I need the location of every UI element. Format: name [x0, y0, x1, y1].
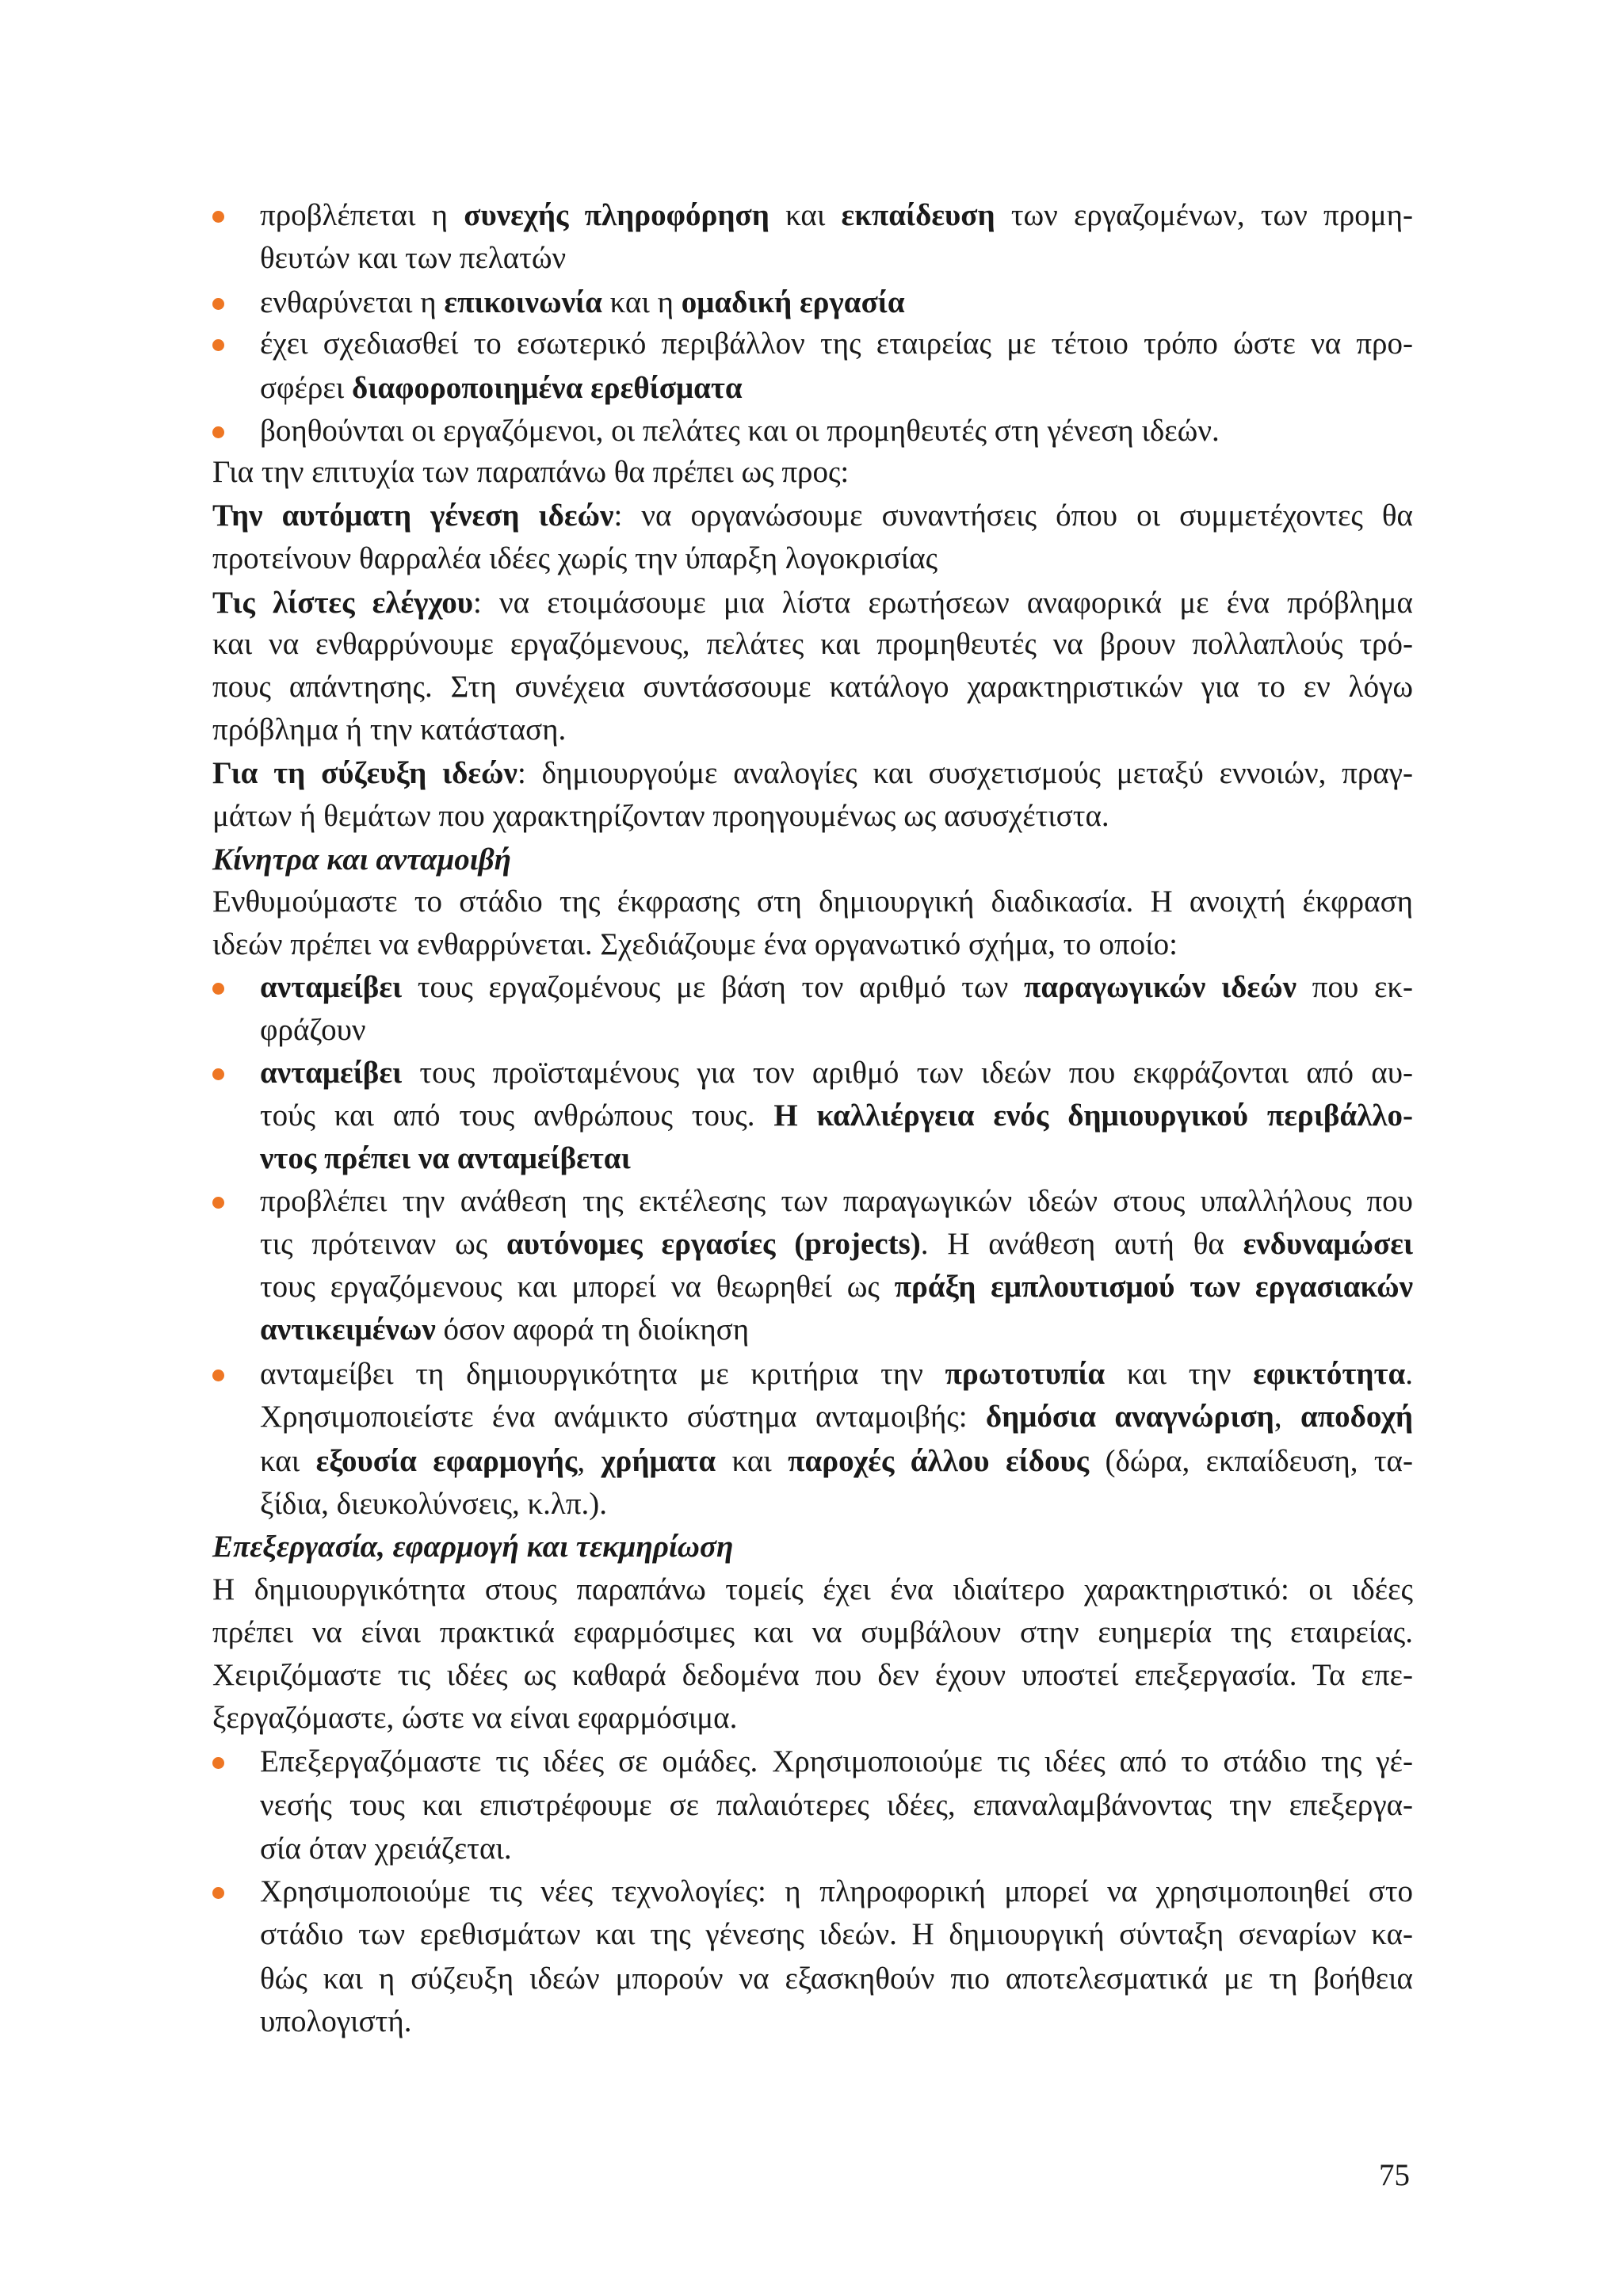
text-line — [260, 1352, 1413, 1396]
text-segment: εφικτότητα — [1253, 1357, 1406, 1391]
text-line — [260, 236, 1413, 281]
text-segment: διαφοροποιημένα ερεθίσματα — [352, 371, 743, 405]
text-segment: Η δημιουργικότητα στους παραπάνω τομείς έχει ένα ιδιαίτερο χαρακτηριστικό: οι ιδέες — [212, 1572, 1413, 1606]
text-segment: ντος πρέπει να ανταμείβεται — [260, 1141, 631, 1175]
text-segment: πρωτοτυπία — [945, 1357, 1106, 1391]
bullet-icon — [212, 1370, 224, 1381]
text-segment: και — [260, 1444, 316, 1478]
text-line — [260, 1265, 1413, 1309]
text-line — [212, 838, 1413, 882]
bullet-icon — [212, 211, 224, 223]
text-segment: ξίδια, διευκολύνσεις, κ.λπ.). — [260, 1487, 608, 1521]
text-line — [212, 708, 1413, 752]
text-line — [212, 450, 1413, 495]
text-line — [212, 1568, 1413, 1612]
text-segment: Για τη σύζευξη ιδεών — [212, 756, 517, 790]
text-segment: ομαδική εργασία — [681, 285, 905, 319]
text-segment: προτείνουν θαρραλέα ιδέες χωρίς την ύπαρξη λογοκρισίας — [212, 541, 938, 575]
text-line — [212, 794, 1413, 839]
text-segment: στάδιο των ερεθισμάτων και της γένεσης ιδεών. Η δημιουργική σύνταξη σεναρίων κα- — [260, 1917, 1413, 1951]
text-segment: Χρησιμοποιείστε ένα ανάμικτο σύστημα ανταμοιβής: — [260, 1400, 986, 1434]
text-line — [260, 1783, 1413, 1828]
text-segment: : να οργανώσουμε συναντήσεις όπου οι συμμετέχοντες θα — [613, 499, 1413, 533]
text-segment: Την αυτόματη γένεση ιδεών — [212, 499, 614, 533]
bullet-icon — [212, 339, 224, 351]
bullet-icon — [212, 1197, 224, 1209]
text-segment: υπολογιστή. — [260, 2004, 412, 2038]
text-line — [212, 1525, 1413, 1569]
text-line — [260, 1395, 1413, 1439]
text-segment: ανταμείβει — [260, 1056, 403, 1090]
text-segment: αυτόνομες εργασίες (projects) — [506, 1227, 921, 1261]
text-segment: , — [577, 1444, 601, 1478]
text-segment: ανταμείβει τη δημιουργικότητα με κριτήρια την — [260, 1357, 945, 1391]
text-segment: Επεξεργασία, εφαρμογή και τεκμηρίωση — [212, 1530, 734, 1564]
text-line — [260, 1912, 1413, 1957]
text-segment: τους εργαζομένους με βάση τον αριθμό των — [402, 970, 1025, 1004]
text-line — [212, 665, 1413, 709]
text-line — [260, 1957, 1413, 2001]
text-segment: : δημιουργούμε αναλογίες και συσχετισμούς μεταξύ εννοιών, πραγ- — [517, 756, 1413, 790]
text-segment: νεσής τους και επιστρέφουμε σε παλαιότερες ιδέες, επαναλαμβάνοντας την επεξεργα- — [260, 1788, 1413, 1822]
text-segment: ξεργαζόμαστε, ώστε να είναι εφαρμόσιμα. — [212, 1701, 738, 1735]
text-line — [260, 965, 1413, 1010]
text-segment: πρέπει να είναι πρακτικά εφαρμόσιμες και να συμβάλουν στην ευημερία της εταιρείας. — [212, 1615, 1413, 1649]
text-segment: θευτών και των πελατών — [260, 241, 567, 275]
text-segment: των εργαζομένων, των προμη- — [995, 198, 1414, 232]
text-segment: και — [716, 1444, 789, 1478]
text-segment: Επεξεργαζόμαστε τις ιδέες σε ομάδες. Χρησιμοποιούμε τις ιδέες από το στάδιο της γέ- — [260, 1744, 1413, 1778]
text-segment: και την — [1105, 1357, 1254, 1391]
text-segment: : να ετοιμάσουμε μια λίστα ερωτήσεων αναφορικά με ένα πρόβλημα — [473, 586, 1413, 620]
text-line — [260, 2000, 1413, 2044]
text-segment: τούς και από τους ανθρώπους τους. — [260, 1098, 774, 1133]
text-segment: φράζουν — [260, 1013, 366, 1047]
text-segment: ιδεών πρέπει να ενθαρρύνεται. Σχεδιάζουμε ένα οργανωτικό σχήμα, το οποίο: — [212, 927, 1178, 961]
text-line — [260, 1179, 1413, 1224]
text-segment: αποδοχή — [1300, 1400, 1413, 1434]
text-segment: ενθαρύνεται η — [260, 285, 445, 319]
text-segment: (δώρα, εκπαίδευση, τα- — [1089, 1444, 1413, 1478]
text-segment: μάτων ή θεμάτων που χαρακτηρίζονταν προηγουμένως ως ασυσχέτιστα. — [212, 799, 1109, 833]
text-segment: βοηθούνται οι εργαζόμενοι, οι πελάτες και οι προμηθευτές στη γένεση ιδεών. — [260, 414, 1220, 448]
text-line — [260, 1439, 1413, 1484]
text-segment: σία όταν χρειάζεται. — [260, 1832, 512, 1866]
text-line — [260, 1094, 1413, 1138]
text-line — [260, 1740, 1413, 1784]
text-segment: προβλέπει την ανάθεση της εκτέλεσης των παραγωγικών ιδεών στους υπαλλήλους που — [260, 1184, 1413, 1218]
text-segment: και η — [601, 285, 682, 319]
bullet-icon — [212, 426, 224, 438]
text-segment: που εκ- — [1296, 970, 1413, 1004]
text-segment: Τις λίστες ελέγχου — [212, 586, 474, 620]
text-line — [260, 1870, 1413, 1914]
text-line — [260, 366, 1413, 411]
text-line — [212, 622, 1413, 667]
text-segment: παροχές άλλου είδους — [788, 1444, 1090, 1478]
text-segment: τους εργαζόμενους και μπορεί να θεωρηθεί ως — [260, 1270, 895, 1304]
text-segment: θώς και η σύζευξη ιδεών μπορούν να εξασκηθούν πιο αποτελεσματικά με τη βοήθεια — [260, 1962, 1413, 1996]
text-line — [212, 494, 1413, 538]
text-line — [260, 409, 1413, 453]
text-segment: πρόβλημα ή την κατάσταση. — [212, 712, 567, 747]
text-segment: επικοινωνία — [444, 285, 602, 319]
text-segment: Χρησιμοποιούμε τις νέες τεχνολογίες: η πληροφορική μπορεί να χρησιμοποιηθεί στο — [260, 1874, 1413, 1908]
text-line — [212, 1610, 1413, 1655]
text-line — [212, 1653, 1413, 1698]
text-segment: Κίνητρα και ανταμοιβή — [212, 842, 511, 877]
text-line — [260, 1482, 1413, 1526]
text-line — [260, 1137, 1413, 1181]
text-segment: όσον αφορά τη διοίκηση — [435, 1312, 750, 1347]
text-segment: ενδυναμώσει — [1243, 1227, 1413, 1261]
text-segment: Για την επιτυχία των παραπάνω θα πρέπει ως προς: — [212, 455, 850, 489]
text-segment: Ενθυμούμαστε το στάδιο της έκφρασης στη δημιουργική διαδικασία. Η ανοιχτή έκφραση — [212, 884, 1413, 919]
text-segment: και να ενθαρρύνουμε εργαζόμενους, πελάτες και προμηθευτές να βρουν πολλαπλούς τρό- — [212, 627, 1413, 661]
bullet-icon — [212, 1887, 224, 1899]
text-segment: και — [769, 198, 842, 232]
bullet-icon — [212, 983, 224, 995]
text-line — [212, 537, 1413, 581]
text-line — [212, 1696, 1413, 1740]
text-segment: συνεχής πληροφόρηση — [464, 198, 769, 232]
text-segment: ανταμείβει — [260, 970, 403, 1004]
text-segment: έχει σχεδιασθεί το εσωτερικό περιβάλλον της εταιρείας με τέτοιο τρόπο ώστε να προ- — [260, 327, 1413, 361]
text-segment: Χειριζόμαστε τις ιδέες ως καθαρά δεδομένα που δεν έχουν υποστεί επεξεργασία. Τα επε- — [212, 1658, 1413, 1692]
text-line — [260, 281, 1413, 325]
text-line — [212, 751, 1413, 796]
text-line — [260, 1008, 1413, 1052]
text-line — [260, 193, 1413, 238]
text-line — [260, 322, 1413, 366]
text-segment: σφέρει — [260, 371, 352, 405]
bullet-icon — [212, 1757, 224, 1769]
text-line — [260, 1222, 1413, 1266]
text-segment: πράξη εμπλουτισμού των εργασιακών — [894, 1270, 1414, 1304]
text-segment: αντικειμένων — [260, 1312, 436, 1347]
text-line — [212, 923, 1413, 967]
text-segment: εκπαίδευση — [841, 198, 995, 232]
text-segment: Η καλλιέργεια ενός δημιουργικού περιβάλλο- — [773, 1098, 1413, 1133]
text-segment: , — [1274, 1400, 1300, 1434]
text-segment: . Η ανάθεση αυτή θα — [920, 1227, 1243, 1261]
text-segment: προβλέπεται η — [260, 198, 464, 232]
bullet-icon — [212, 298, 224, 310]
text-line — [212, 880, 1413, 924]
text-segment: δημόσια αναγνώριση — [985, 1400, 1274, 1434]
text-segment: τις πρότειναν ως — [260, 1227, 507, 1261]
text-line — [260, 1051, 1413, 1095]
text-line — [260, 1827, 1413, 1871]
text-line — [212, 581, 1413, 625]
text-line — [260, 1308, 1413, 1352]
page-number: 75 — [1379, 2158, 1410, 2192]
bullet-icon — [212, 1068, 224, 1080]
text-segment: πους απάντησης. Στη συνέχεια συντάσσουμε κατάλογο χαρακτηριστικών για το εν λόγω — [212, 670, 1413, 704]
text-segment: χρήματα — [601, 1444, 716, 1478]
text-segment: τους προϊσταμένους για τον αριθμό των ιδεών που εκφράζονται από αυ- — [402, 1056, 1413, 1090]
text-segment: παραγωγικών ιδεών — [1024, 970, 1297, 1004]
text-segment: . — [1405, 1357, 1414, 1391]
text-segment: εξουσία εφαρμογής — [315, 1444, 578, 1478]
